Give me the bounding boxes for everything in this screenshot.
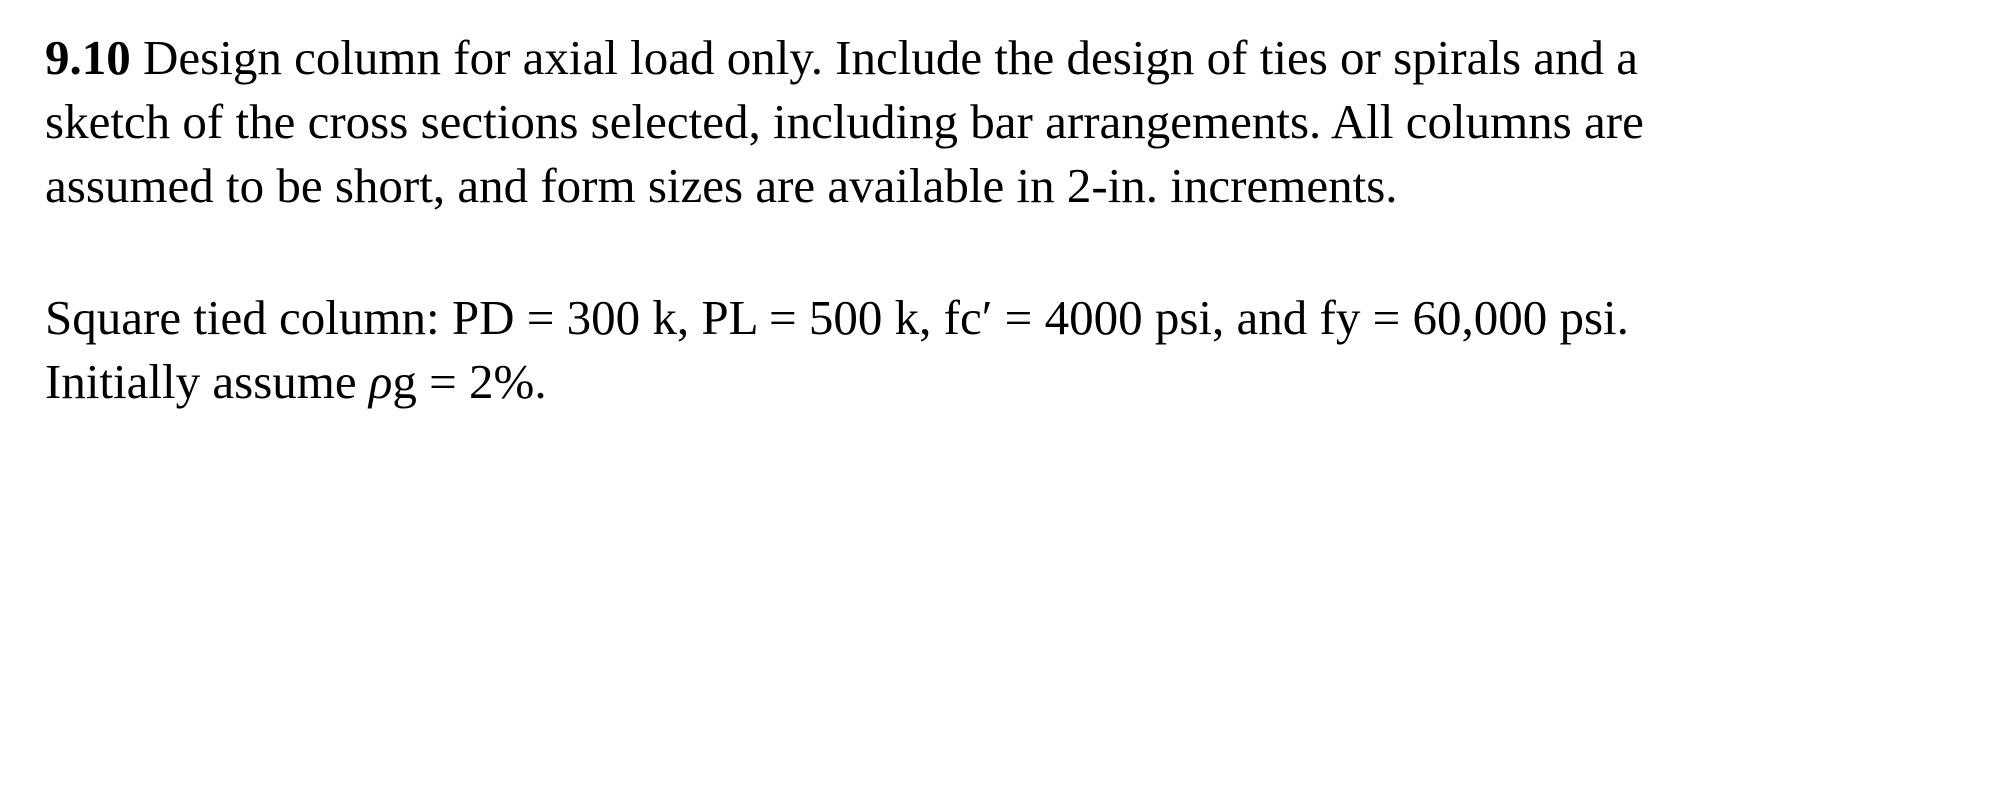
problem-number: 9.10 [45,30,131,85]
rho-symbol: ρ [368,354,393,409]
problem-statement [45,26,1945,414]
description-line-2: sketch of the cross sections selected, including bar arrangements. All columns are [45,94,1644,149]
description-line-3: assumed to be short, and form sizes are available in 2-in. increments. [45,158,1398,213]
problem-givens [45,286,1945,414]
givens-line-1: Square tied column: PD = 300 k, PL = 500 k, fc′ = 4000 psi, and fy = 60,000 psi. [45,290,1629,345]
givens-line-2-suffix: g = 2%. [392,354,547,409]
description-line-1: Design column for axial load only. Include the design of ties or spirals and a [130,30,1639,85]
givens-line-2-prefix: Initially assume [45,354,369,409]
problem-description [45,26,1945,218]
